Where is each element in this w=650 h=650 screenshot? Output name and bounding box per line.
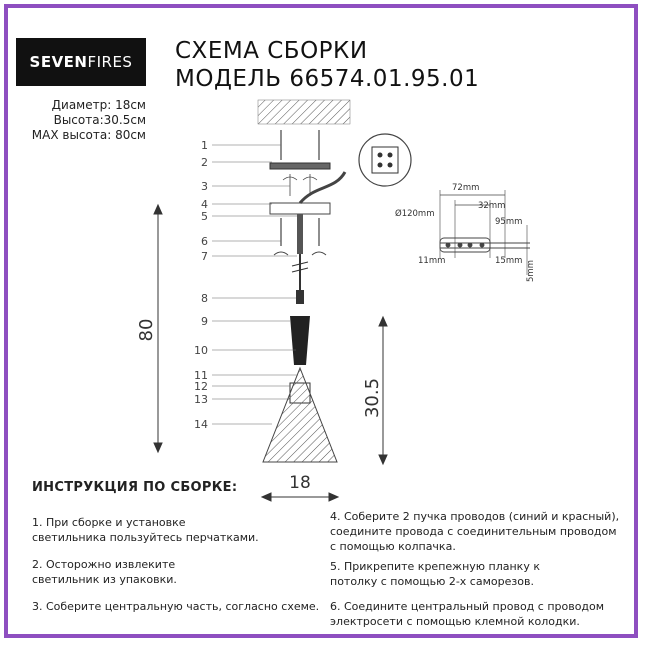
callout-11: 11	[194, 369, 208, 382]
spec-height: Высота:30.5см	[53, 113, 146, 127]
brand-part-1: SEVEN	[29, 53, 88, 71]
spec-diameter: Диаметр: 18см	[51, 98, 146, 112]
callout-12: 12	[194, 380, 208, 393]
brand-part-2: FIRES	[87, 53, 133, 71]
step-6: 6. Соедините центральный провод с проводом электросети с помощью клемной колодки.	[330, 600, 605, 628]
callout-13: 13	[194, 393, 208, 406]
dimension-total-label: 80	[136, 318, 157, 342]
step-4: 4. Соберите 2 пучка проводов (синий и красный), соедините провода с соединительным проводом с помощью колпачка.	[330, 510, 620, 553]
dimension-width	[262, 493, 338, 501]
detail-32mm: 32mm	[478, 201, 506, 211]
dimension-body-label: 30.5	[362, 377, 383, 419]
callout-1: 1	[201, 139, 208, 152]
central-rod	[297, 214, 303, 254]
detail-72mm: 72mm	[452, 183, 480, 193]
step-5: 5. Прикрепите крепежную планку к потолку с помощью 2-х саморезов.	[330, 560, 540, 588]
dimension-width-label: 18	[289, 473, 311, 493]
step-3: 3. Соберите центральную часть, согласно схеме.	[32, 600, 320, 613]
cable-clamp	[296, 290, 304, 304]
callout-4: 4	[201, 198, 208, 211]
ceiling	[258, 100, 350, 124]
scheme-title: СХЕМА СБОРКИ	[175, 38, 368, 64]
callout-leaders	[212, 145, 298, 424]
callout-9: 9	[201, 315, 208, 328]
detail-120mm: Ø120mm	[395, 209, 435, 219]
model-title: МОДЕЛЬ 66574.01.95.01	[175, 66, 480, 92]
mounting-bar	[270, 163, 330, 169]
callout-2: 2	[201, 156, 208, 169]
step-1: 1. При сборке и установке светильника пользуйтесь перчатками.	[32, 516, 259, 544]
lamp-shade	[263, 368, 337, 462]
callout-10: 10	[194, 344, 208, 357]
terminal-magnifier	[359, 134, 411, 186]
detail-11mm: 11mm	[418, 256, 446, 266]
detail-15mm: 15mm	[495, 256, 523, 266]
wire	[300, 172, 345, 203]
detail-95mm: 95mm	[495, 217, 523, 227]
callout-14: 14	[194, 418, 208, 431]
spec-max-height: MAX высота: 80см	[31, 128, 146, 142]
detail-5mm: 5mm	[526, 260, 536, 282]
callout-7: 7	[201, 250, 208, 263]
callout-3: 3	[201, 180, 208, 193]
callout-8: 8	[201, 292, 208, 305]
callout-5: 5	[201, 210, 208, 223]
lamp-holder	[290, 316, 310, 365]
callout-6: 6	[201, 235, 208, 248]
canopy	[270, 203, 330, 214]
instructions-title: ИНСТРУКЦИЯ ПО СБОРКЕ:	[32, 480, 238, 495]
step-2: 2. Осторожно извлеките светильник из упаковки.	[32, 558, 177, 586]
